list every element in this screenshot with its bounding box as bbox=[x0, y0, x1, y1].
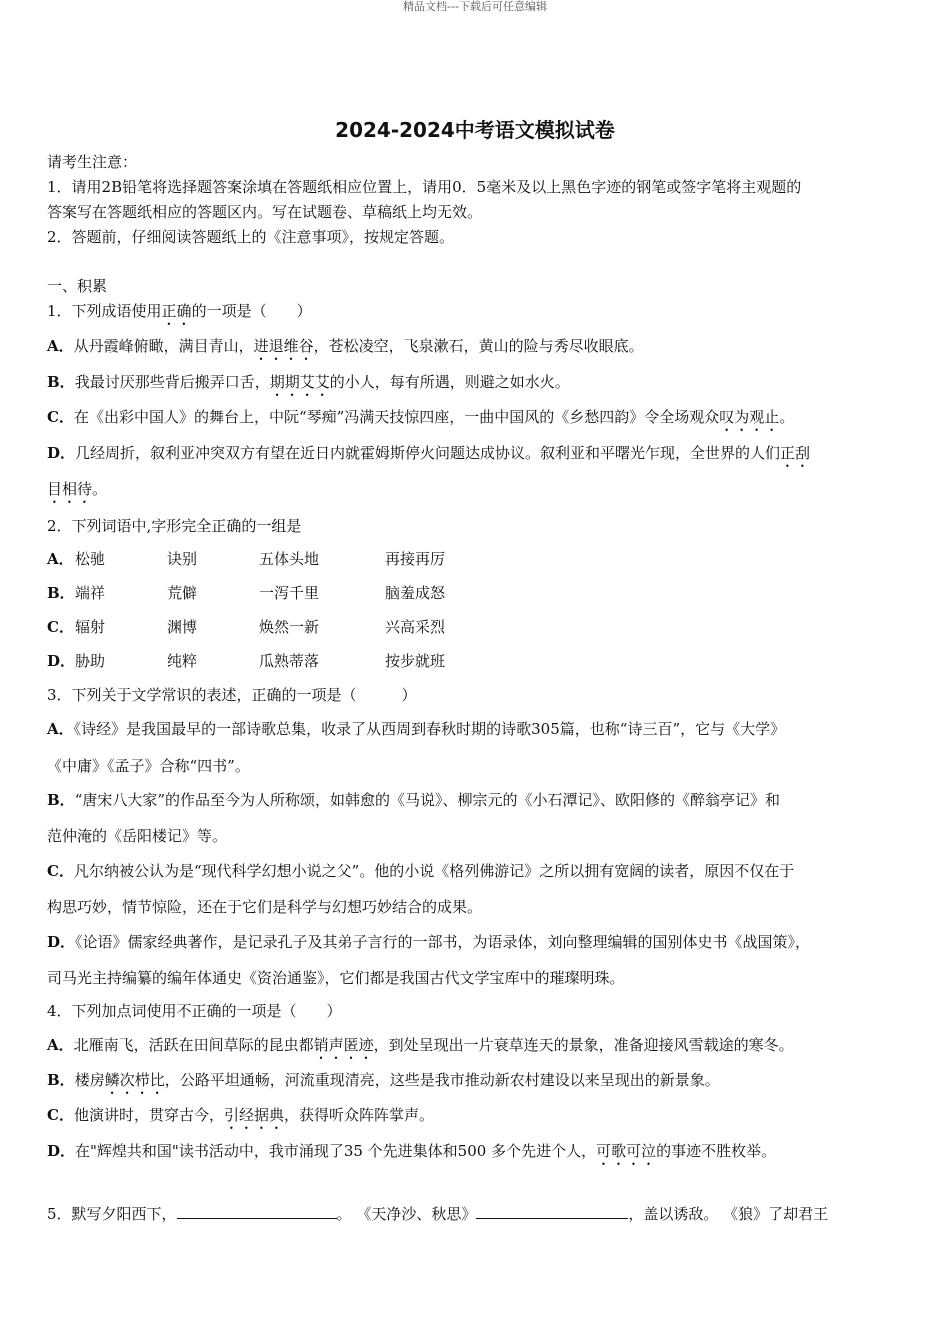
q1-stem-text: 1．下列成语使用 bbox=[47, 302, 162, 320]
q3-option-b bbox=[47, 790, 780, 810]
q4-option-a bbox=[47, 1035, 794, 1063]
word: 瓜熟蒂落 bbox=[259, 652, 320, 670]
option-label: C． bbox=[47, 618, 74, 636]
word: 诀别 bbox=[167, 550, 198, 568]
word: 纯粹 bbox=[167, 652, 198, 670]
word: 按步就班 bbox=[385, 652, 446, 670]
q3-option-d bbox=[47, 932, 810, 952]
option-text: 凡尔纳被公认为是“现代科学幻想小说之父”。他的小说《格列佛游记》之所以拥有宽阔的读者，原因不仅在于 bbox=[73, 862, 795, 880]
q4-option-b bbox=[47, 1070, 720, 1098]
emphasized-idiom: 销声匿迹 bbox=[313, 1036, 374, 1054]
q5-text-end: ，盖以诱敌。 《狼》了却君王 bbox=[628, 1205, 829, 1223]
option-label: C． bbox=[47, 862, 74, 880]
q3-option-b-continued: 范仲淹的《岳阳楼记》等。 bbox=[47, 827, 228, 845]
option-text-end: ，获得听众阵阵掌声。 bbox=[283, 1106, 434, 1124]
word: 五体头地 bbox=[259, 550, 320, 568]
word: 端祥 bbox=[75, 584, 106, 602]
question-4-stem: 4．下列加点词使用不正确的一项是（ ） bbox=[47, 1002, 342, 1020]
question-1-stem bbox=[47, 301, 312, 329]
word: 胁助 bbox=[75, 652, 106, 670]
option-label: C． bbox=[47, 1106, 74, 1124]
option-text: 在"辉煌共和国"读书活动中，我市涌现了35 个先进集体和500 多个先进个人， bbox=[75, 1142, 597, 1160]
q1-option-d-continued bbox=[47, 479, 107, 507]
q1-stem-emphasis: 正确 bbox=[161, 302, 192, 320]
option-text: 我最讨厌那些背后搬弄口舌， bbox=[74, 373, 270, 391]
option-text: 楼房 bbox=[74, 1071, 105, 1089]
word: 渊博 bbox=[167, 618, 198, 636]
option-label: B． bbox=[47, 584, 75, 602]
option-label: D． bbox=[47, 652, 76, 670]
page-header-note: 精品文档---下载后可任意编辑 bbox=[403, 0, 547, 13]
option-text-end: ，公路平坦通畅，河流重现清亮，这些是我市推动新农村建设以来呈现出的新景象。 bbox=[164, 1071, 720, 1089]
option-label: A． bbox=[47, 720, 74, 738]
option-text-end: 。 bbox=[92, 480, 108, 498]
option-text: 《诗经》是我国最早的一部诗歌总集，收录了从西周到春秋时期的诗歌305篇，也称“诗三百”，它与《大学》 bbox=[73, 720, 786, 738]
q4-option-c bbox=[47, 1105, 434, 1133]
emphasized-idiom: 可歌可泣 bbox=[596, 1142, 657, 1160]
notice-line-2: 2．答题前，仔细阅读答题纸上的《注意事项》，按规定答题。 bbox=[47, 228, 455, 246]
option-label: D． bbox=[47, 1142, 76, 1160]
emphasized-idiom: 鳞次栉比 bbox=[104, 1071, 165, 1089]
q5-text: 5．默写夕阳西下， bbox=[47, 1205, 177, 1223]
option-text: 在《出彩中国人》的舞台上，中阮“琴痴”冯满天技惊四座，一曲中国风的《乡愁四韵》令全场观众 bbox=[73, 408, 720, 426]
option-label: D． bbox=[47, 444, 76, 462]
word: 松驰 bbox=[75, 550, 106, 568]
q3-option-a-continued: 《中庸》《孟子》合称“四书”。 bbox=[47, 757, 250, 775]
option-text: 几经周折，叙利亚冲突双方有望在近日内就霍姆斯停火问题达成协议。叙利亚和平曙光乍现，全世界的人们 bbox=[75, 444, 781, 462]
q1-option-c bbox=[47, 407, 794, 435]
emphasized-idiom: 叹为观止 bbox=[719, 408, 780, 426]
q5-text-mid: 。 《天净沙、秋思》 bbox=[336, 1205, 477, 1223]
q1-option-a bbox=[47, 336, 644, 364]
word: 兴高采烈 bbox=[385, 618, 446, 636]
option-text-end: 的事迹不胜枚举。 bbox=[656, 1142, 777, 1160]
option-text: 北雁南飞，活跃在田间草际的昆虫都 bbox=[73, 1036, 314, 1054]
word: 一泻千里 bbox=[259, 584, 320, 602]
q3-option-a bbox=[47, 719, 785, 739]
option-label: B． bbox=[47, 1071, 75, 1089]
notice-line-1b: 答案写在答题纸相应的答题区内。写在试题卷、草稿纸上均无效。 bbox=[47, 203, 483, 221]
word: 焕然一新 bbox=[259, 618, 320, 636]
option-label: B． bbox=[47, 373, 75, 391]
question-2-stem: 2．下列词语中,字形完全正确的一组是 bbox=[47, 517, 302, 535]
q3-option-c bbox=[47, 861, 794, 881]
option-text-end: 的小人，每有所遇，则避之如水火。 bbox=[329, 373, 570, 391]
question-5 bbox=[47, 1202, 828, 1224]
option-text: “唐宋八大家”的作品至今为人所称颂，如韩愈的《马说》、柳宗元的《小石潭记》、欧阳修的《醉翁亭记》和 bbox=[74, 791, 781, 809]
notice-line-1: 1．请用2B铅笔将选择题答案涂填在答题纸相应位置上，请用0．5毫米及以上黑色字迹的钢笔或签字笔将主观题的 bbox=[47, 178, 802, 196]
option-label: A． bbox=[47, 1036, 74, 1054]
notice-heading: 请考生注意： bbox=[47, 153, 138, 171]
answer-blank-2[interactable] bbox=[476, 1202, 628, 1219]
option-label: D． bbox=[47, 933, 76, 951]
emphasized-idiom-continued: 目相待 bbox=[47, 480, 93, 498]
q3-option-d-continued: 司马光主持编纂的编年体通史《资治通鉴》，它们都是我国古代文学宝库中的璀璨明珠。 bbox=[47, 969, 625, 987]
emphasized-idiom: 进退维谷 bbox=[253, 337, 314, 355]
word: 再接再厉 bbox=[385, 550, 446, 568]
section-heading: 一、积累 bbox=[47, 277, 108, 295]
option-label: A． bbox=[47, 337, 74, 355]
option-text: 他演讲时，贯穿古今， bbox=[73, 1106, 224, 1124]
q4-option-d bbox=[47, 1141, 776, 1169]
option-text: 《论语》儒家经典著作，是记录孔子及其弟子言行的一部书，为语录体，刘向整理编辑的国别体史书《战国策》， bbox=[75, 933, 811, 951]
word: 脑羞成怒 bbox=[385, 584, 446, 602]
q1-stem-text-end: 的一项是（ ） bbox=[191, 302, 312, 320]
page-title: 2024-2024中考语文模拟试卷 bbox=[335, 118, 615, 142]
emphasized-idiom: 引经据典 bbox=[223, 1106, 284, 1124]
option-label: C． bbox=[47, 408, 74, 426]
q1-option-b bbox=[47, 372, 570, 400]
emphasized-idiom: 期期艾艾 bbox=[269, 373, 330, 391]
word: 荒僻 bbox=[167, 584, 198, 602]
word: 辐射 bbox=[75, 618, 106, 636]
option-label: B． bbox=[47, 791, 75, 809]
question-3-stem: 3．下列关于文学常识的表述，正确的一项是（ ） bbox=[47, 686, 417, 704]
q3-option-c-continued: 构思巧妙，情节惊险，还在于它们是科学与幻想巧妙结合的成果。 bbox=[47, 898, 483, 916]
option-text-end: ，苍松凌空，飞泉漱石，黄山的险与秀尽收眼底。 bbox=[313, 337, 644, 355]
option-text-end: ，到处呈现出一片衰草连天的景象，准备迎接风雪载途的寒冬。 bbox=[373, 1036, 794, 1054]
option-label: A． bbox=[47, 550, 74, 568]
emphasized-idiom: 正刮 bbox=[780, 444, 811, 462]
answer-blank-1[interactable] bbox=[177, 1202, 337, 1219]
q1-option-d bbox=[47, 443, 810, 471]
option-text-end: 。 bbox=[779, 408, 795, 426]
option-text: 从丹霞峰俯瞰，满目青山， bbox=[73, 337, 254, 355]
